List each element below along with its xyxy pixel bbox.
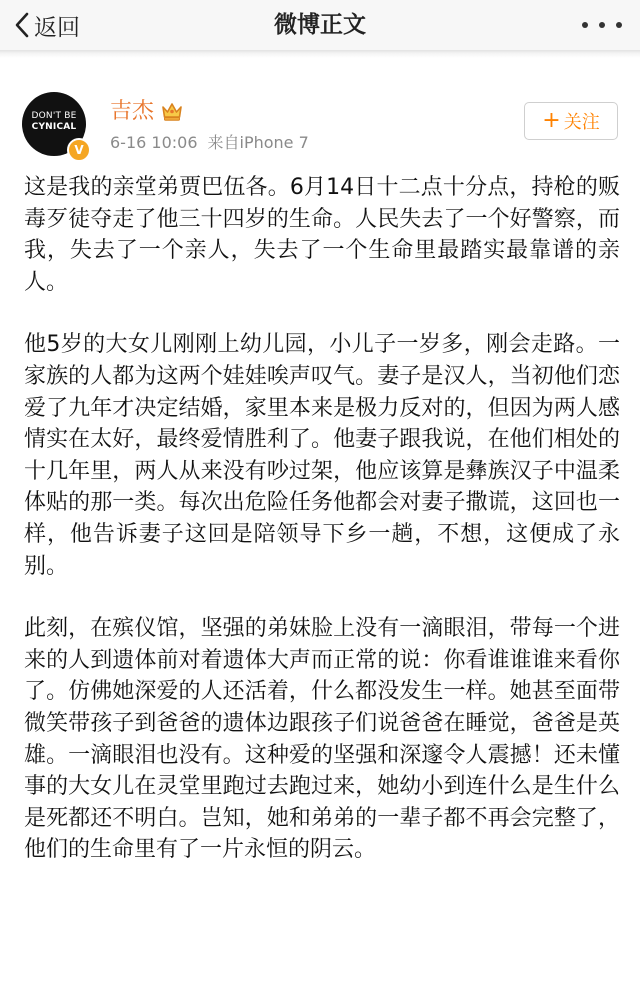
crown-icon [160, 100, 184, 122]
post-header [0, 58, 640, 168]
avatar-text-line1: DON'T BE [31, 111, 77, 121]
post-paragraph-1: 这是我的亲堂弟贾巴伍各。6月14日十二点十分点，持枪的贩毒歹徒夺走了他三十四岁的生命。人民失去了一个好警察，而我，失去了一个亲人，失去了一个生命里最踏实最靠谱的亲人。 [24, 175, 620, 295]
post-meta [110, 132, 309, 154]
more-dot-icon [616, 22, 622, 28]
more-dot-icon [582, 22, 588, 28]
post-paragraph-3: 此刻，在殡仪馆，坚强的弟妹脸上没有一滴眼泪，带每一个进来的人到遗体前对着遗体大声而正常的说：你看谁谁谁来看你了。仿佛她深爱的人还活着，什么都没发生一样。她甚至面带微笑带孩子到爸爸的遗体边跟孩子们说爸爸在睡觉，爸爸是英雄。一滴眼泪也没有。这种爱的坚强和深邃令人震撼！还未懂事的大女儿在灵堂里跑过去跑过来，她幼小到连什么是生什么是死都还不明白。岂知，她和弟弟的一辈子都不再会完整了，他们的生命里有了一片永恒的阴云。 [24, 616, 620, 863]
back-label: 返回 [34, 14, 80, 41]
avatar-text-line2: CYNICAL [31, 122, 77, 132]
post-source: 来自iPhone 7 [207, 133, 309, 152]
plus-icon: + [542, 108, 561, 133]
more-options-button[interactable] [582, 13, 622, 37]
navigation-bar [0, 0, 640, 50]
post-time: 6-16 10:06 [110, 133, 198, 152]
follow-label: 关注 [563, 112, 600, 133]
verified-badge-icon: V [67, 138, 91, 162]
follow-button[interactable] [524, 102, 618, 140]
author-name[interactable]: 吉杰 [110, 99, 155, 124]
post-content [24, 172, 620, 866]
post-paragraph-2: 他5岁的大女儿刚刚上幼儿园，小儿子一岁多，刚会走路。一家族的人都为这两个娃娃唉声叹气。妻子是汉人，当初他们恋爱了九年才决定结婚，家里本来是极力反对的，但因为两人感情实在太好，最终爱情胜利了。他妻子跟我说，在他们相处的十几年里，两人从来没有吵过架，他应该算是彝族汉子中温柔体贴的那一类。每次出危险任务他都会对妻子撒谎，这回也一样，他告诉妻子这回是陪领导下乡一趟，不想，这便成了永别。 [24, 332, 620, 579]
page-title: 微博正文 [274, 12, 366, 38]
more-dot-icon [599, 22, 605, 28]
navbar-divider [0, 50, 640, 58]
